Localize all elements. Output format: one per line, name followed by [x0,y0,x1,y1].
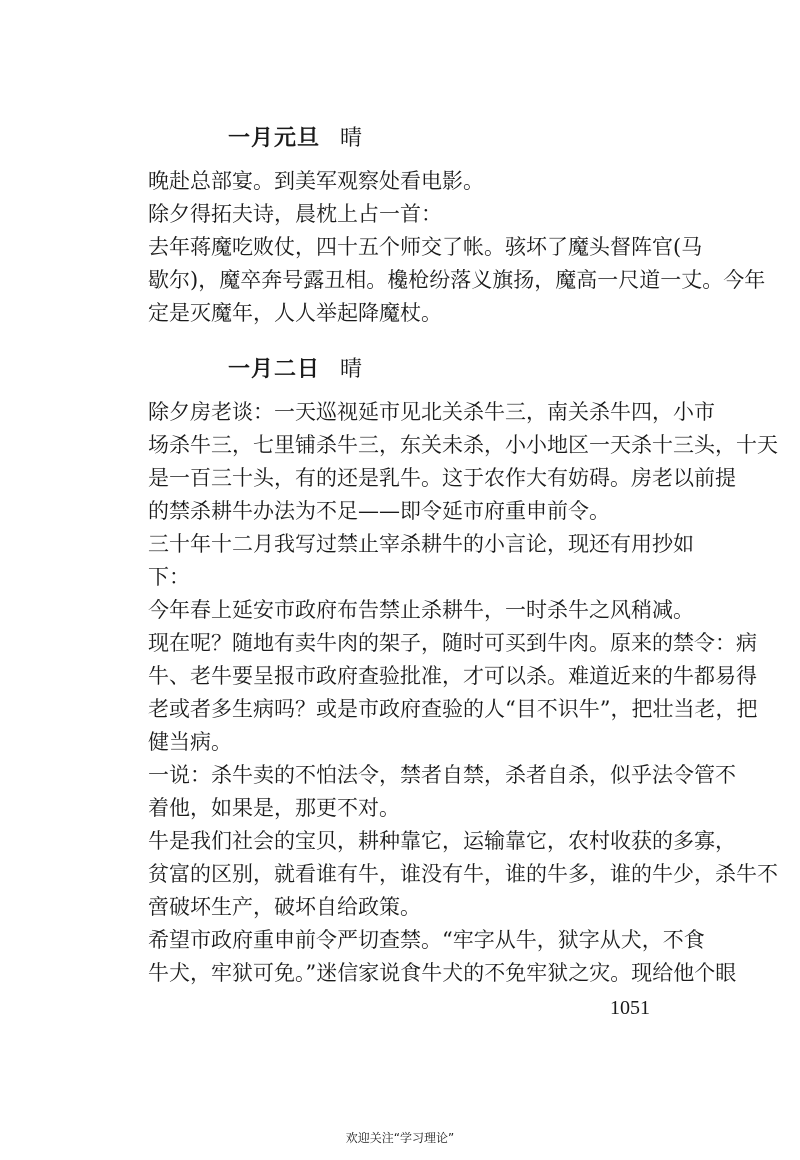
footer-watermark: 欢迎关注“学习理论” [345,1131,455,1145]
text-line: 歇尔)，魔卒奔号露丑相。欃枪纷落义旗扬，魔高一尺道一丈。今年 [148,268,766,292]
text-line: 定是灭魔年，人人举起降魔杖。 [148,301,442,325]
text-line: 现在呢？随地有卖牛肉的架子，随时可买到牛肉。原来的禁令：病 [148,631,757,655]
page-number: 1051 [610,997,650,1019]
entry-heading-jan-2 [228,352,363,383]
text-line: 的禁杀耕牛办法为不足——即令延市府重申前令。 [148,499,610,523]
text-line: 希望市政府重申前令严切查禁。“牢字从牛，狱字从犬，不食 [148,928,705,952]
text-line: 下： [148,565,190,589]
text-line: 除夕得拓夫诗，晨枕上占一首： [148,202,442,226]
entry-date: 一月元旦 [228,126,321,151]
text-line: 一说：杀牛卖的不怕法令，禁者自禁，杀者自杀，似乎法令管不 [148,763,736,787]
text-line: 牛、老牛要呈报市政府查验批准，才可以杀。难道近来的牛都易得 [148,664,757,688]
text-line: 牛犬，牢狱可免。”迷信家说食牛犬的不免牢狱之灾。现给他个眼 [148,961,737,985]
text-line: 除夕房老谈：一天巡视延市见北关杀牛三，南关杀牛四，小市 [148,400,715,424]
text-line: 三十年十二月我写过禁止宰杀耕牛的小言论，现还有用抄如 [148,532,694,556]
text-line: 今年春上延安市政府布告禁止杀耕牛，一时杀牛之风稍减。 [148,598,694,622]
text-line: 去年蒋魔吃败仗，四十五个师交了帐。骇坏了魔头督阵官(马 [148,235,703,259]
entry-weather: 晴 [340,357,364,382]
text-line: 健当病。 [148,730,232,754]
text-line: 晚赴总部宴。到美军观察处看电影。 [148,169,484,193]
text-line: 贫富的区别，就看谁有牛，谁没有牛，谁的牛多，谁的牛少，杀牛不 [148,862,778,886]
text-line: 牛是我们社会的宝贝，耕种靠它，运输靠它，农村收获的多寡， [148,829,736,853]
entry-heading-jan-1 [228,121,363,152]
text-line: 是一百三十头，有的还是乳牛。这于农作大有妨碍。房老以前提 [148,466,736,490]
text-line: 场杀牛三，七里铺杀牛三，东关未杀，小小地区一天杀十三头，十天 [148,433,778,457]
text-line: 老或者多生病吗？或是市政府查验的人“目不识牛”，把壮当老，把 [148,697,758,721]
entry-date: 一月二日 [228,357,321,382]
text-line: 着他，如果是，那更不对。 [148,796,400,820]
text-line: 啻破坏生产，破坏自给政策。 [148,895,421,919]
entry-weather: 晴 [340,126,364,151]
